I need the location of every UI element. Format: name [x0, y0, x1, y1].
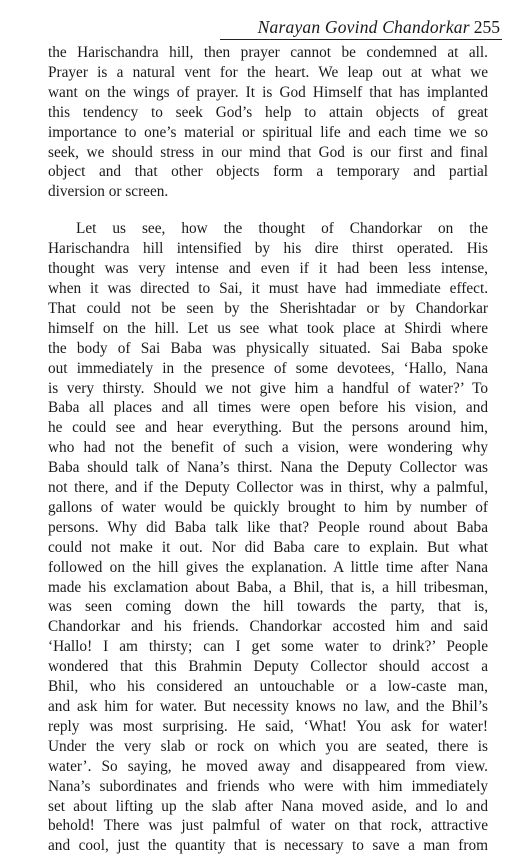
- page-header: [80, 17, 500, 39]
- text-line: gallons of water would be quickly brought to him by number of: [48, 498, 488, 516]
- text-line: made his exclamation about Baba, a Bhil, that is, a hill tribesman,: [48, 578, 488, 596]
- text-line: is very thirsty. Should we not give him a handful of water?’ To: [48, 379, 488, 397]
- body-text: [48, 43, 488, 856]
- text-line: he could see and hear everything. But the persons around him,: [48, 419, 488, 437]
- page-number: 255: [473, 17, 500, 37]
- text-line: object and that other objects form a temporary and partial: [48, 163, 488, 181]
- text-line: and cool, just the quantity that is necessary to save a man from: [48, 837, 488, 855]
- text-line: thought was very intense and even if it had been less intense,: [48, 260, 488, 278]
- text-line: Harischandra hill intensified by his dire thirst operated. His: [48, 240, 488, 258]
- text-line: set about lifting up the slab after Nana moved aside, and lo and: [48, 797, 488, 815]
- text-line: Nana’s subordinates and friends who were with him immediately: [48, 777, 488, 795]
- text-line: not there, and if the Deputy Collector was in thirst, why a palmful,: [48, 479, 488, 497]
- text-line: reply was most surprising. He said, ‘What! You ask for water!: [48, 717, 488, 735]
- text-line: followed on the hill gives the explanation. A little time after Nana: [48, 558, 488, 576]
- text-line: importance to one’s material or spiritual life and each time we so: [48, 123, 488, 141]
- header-rule: [220, 39, 502, 40]
- text-line: himself on the hill. Let us see what took place at Shirdi where: [48, 319, 488, 337]
- text-line: water’. So saying, he moved away and disappeared from view.: [48, 757, 488, 775]
- text-line: Prayer is a natural vent for the heart. We leap out at what we: [48, 63, 488, 81]
- paragraph-2: [48, 219, 488, 856]
- text-line: could not make it out. Nor did Baba care to explain. But what: [48, 538, 488, 556]
- text-line: who had not the benefit of such a vision, were wondering why: [48, 439, 488, 457]
- text-line: want on the wings of prayer. It is God Himself that has implanted: [48, 83, 488, 101]
- text-line: wondered that this Brahmin Deputy Collector should accost a: [48, 658, 488, 676]
- text-line: the body of Sai Baba was physically situated. Sai Baba spoke: [48, 339, 488, 357]
- text-line: That could not be seen by the Sherishtadar or by Chandorkar: [48, 299, 488, 317]
- text-line: Bhil, who his considered an untouchable or a low-caste man,: [48, 678, 488, 696]
- text-line: Let us see, how the thought of Chandorkar on the: [76, 220, 488, 238]
- text-line: behold! There was just palmful of water on that rock, attractive: [48, 817, 488, 835]
- text-line: and ask him for water. But necessity knows no law, and the Bhil’s: [48, 698, 488, 715]
- text-line: when it was directed to Sai, it must have had immediate effect.: [48, 279, 488, 297]
- text-line: seek, we should stress in our mind that God is our first and final: [48, 143, 488, 161]
- text-line: this tendency to seek God’s help to attain objects of great: [48, 103, 488, 121]
- text-line: diversion or screen.: [48, 183, 169, 201]
- text-line: out immediately in the presence of some devotees, ‘Hallo, Nana: [48, 359, 488, 377]
- text-line: persons. Why did Baba talk like that? People round about Baba: [48, 518, 488, 536]
- paragraph-1: [48, 43, 488, 202]
- text-line: was seen coming down the hill towards the party, that is,: [48, 598, 488, 616]
- text-line: Baba all places and all times were open before his vision, and: [48, 399, 488, 417]
- running-head: Narayan Govind Chandorkar: [257, 17, 470, 37]
- text-line: the Harischandra hill, then prayer cannot be condemned at all.: [48, 44, 488, 61]
- paragraph-spacer: [48, 202, 488, 219]
- text-line: Baba should talk of Nana’s thirst. Nana the Deputy Collector was: [48, 459, 488, 477]
- text-line: Under the very slab or rock on which you are seated, there is: [48, 737, 488, 755]
- text-line: Chandorkar and his friends. Chandorkar accosted him and said: [48, 618, 488, 636]
- text-line: ‘Hallo! I am thirsty; can I get some water to drink?’ People: [48, 638, 488, 656]
